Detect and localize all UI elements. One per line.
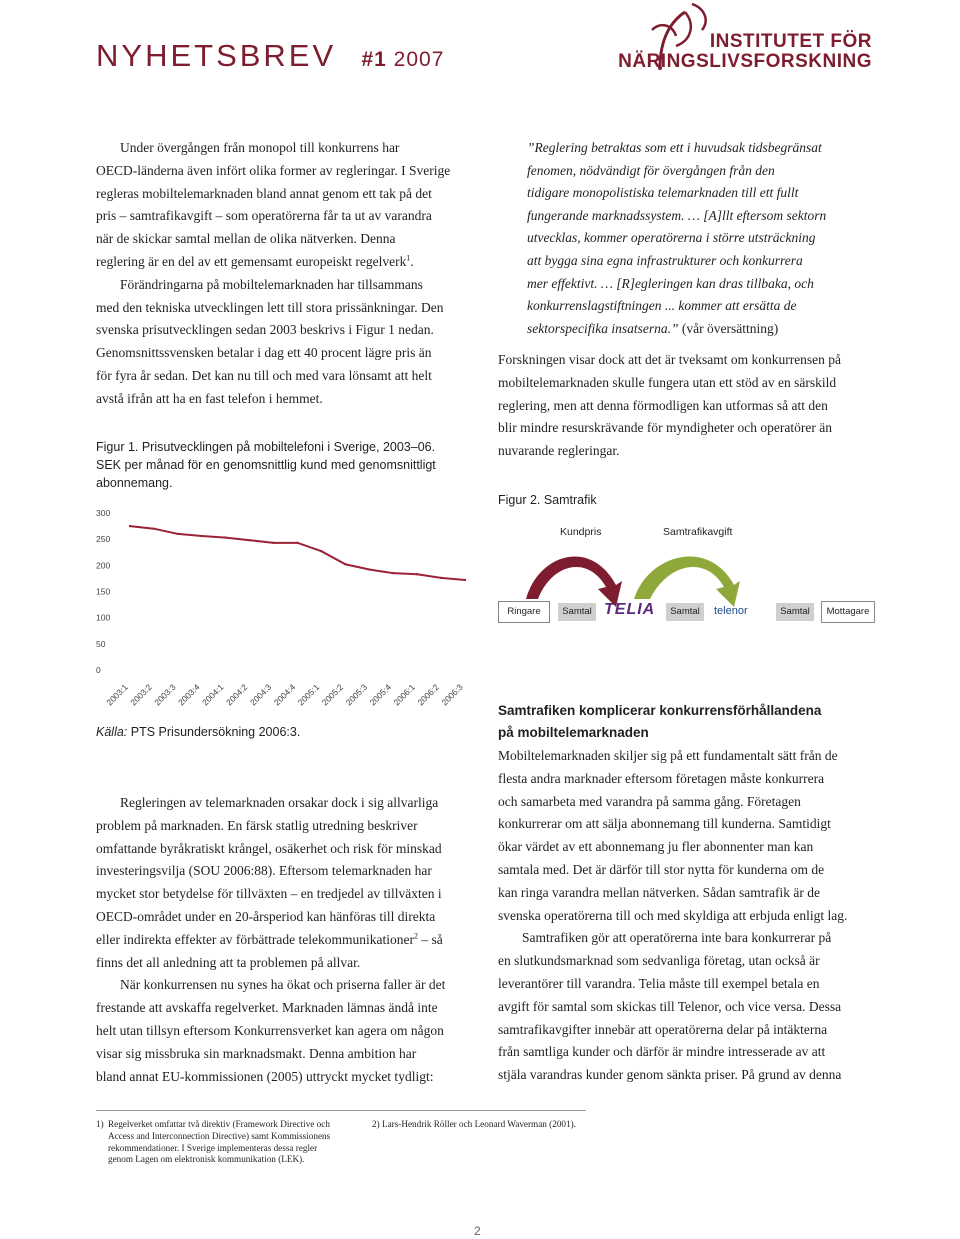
data-point [344,563,346,565]
y-tick-label: 150 [96,586,111,597]
data-point [248,539,250,541]
logo-line-2: NÄRINGSLIVSFORSKNING [618,51,872,72]
figure-1-chart [80,498,490,723]
x-tick-label: 2006:3 [439,681,465,708]
paragraph-3: Regleringen av telemarknaden orsakar dock i sig allvarliga problem på marknaden. En färsk statlig utredning beskriver omfattande byråkratiskt krångel, osäkerhet och risk för minskad investeringsvilja (SOU 2006:88). Eftersom telemarknaden har mycket stor betydelse för tillväxten – en tredjedel av tillväxten i OECD-området under en 20-årsperiod kan hänföras till direkta eller indirekta effekter av förbättrade telekommunikationer$^2$ – så finns det all anledning att ta problemen på allvar. [96,795,443,970]
logo-line-1: INSTITUTET FÖR [709,31,872,52]
paragraph-7: Samtrafiken gör att operatörerna inte bara konkurrerar på en slutkundsmarknad som sedvanliga företag, utan också är leverantörer till varandra. Telia måste till exempel betala en avgift för samtal som skickas till Telenor, och vice versa. Dessa samtrafikavgifter innebär att operatörerna delar på intäkterna från samtliga kunder och därför är mindre intresserade av att stjäla varandras kunder genom sänkta priser. På grund av denna [498,930,842,1083]
data-point [129,525,131,527]
ringare-box: Ringare [498,601,550,623]
data-point [225,536,227,538]
data-point [296,542,298,544]
footnote-2: 2) Lars-Hendrik Röller och Leonard Waverman (2001). [372,1119,576,1129]
samtal-label-3: Samtal [776,603,814,621]
x-tick-label: 2005:4 [367,681,394,708]
data-point [177,533,179,535]
paragraph-6: Mobiltelemarknaden skiljer sig på ett fundamentalt sätt från de flesta andra marknader eftersom företagen måste konkurrera och samarbeta med varandra på samma gång. Företagen konkurrerar om att sälja abonnemang till kunderna. Samtidigt ökar värdet av ett abonnemang ju fler abonnenter man kan samtala med. Det är därför till stor nytta för kunderna om de kan ringa varandra mellan nätverken. Sådan samtrafik är de svenska operatörerna till och med skyldiga att erbjuda enligt lag. [498,748,848,923]
source-label: Källa: [96,725,128,739]
right-paragraph-5 [498,349,883,463]
x-tick-label: 2006:2 [415,681,441,708]
data-point [440,577,442,579]
masthead-title: NYHETSBREV [96,38,337,73]
masthead [96,38,444,74]
paragraph-5: Forskningen visar dock att det är tveksamt om konkurrensen på mobiltelemarknaden skulle fungera utan ett stöd av en särskild reglering, men att denna förmodligen kan utformas så att den blir mindre resurskrävande för myndigheter och operatörer än nuvarande regleringar. [498,352,842,459]
x-tick-label: 2003:4 [176,681,202,708]
page-number: 2 [474,1224,481,1238]
x-tick-label: 2005:1 [295,681,322,708]
x-tick-label: 2004:3 [247,681,274,708]
y-tick-label: 100 [96,612,111,623]
logo-wordmark [618,32,872,72]
source-text: PTS Prisundersökning 2006:3. [127,725,301,739]
x-tick-label: 2005:2 [319,681,346,708]
samtal-label-2: Samtal [666,603,704,621]
paragraph-1: Under övergången från monopol till konkurrens har OECD-länderna även infört olika former av regleringar. I Sverige regleras mobiltelemarknaden bland annat genom ett tak på det pris – samtrafikavgift – som operatörerna får ta ut av varandra när de skickar samtal mellan de olika nätverken. Denna reglering är en del av ett gemensamt europeiskt regelverk$^1$. [96,140,451,269]
section-heading: Samtrafiken komplicerar konkurrensförhållandena på mobiltelemarknaden [498,703,822,740]
x-tick-label: 2003:1 [104,681,130,708]
x-tick-label: 2003:3 [152,681,178,708]
label-samtrafikavgift: Samtrafikavgift [663,526,733,538]
data-point [464,579,466,581]
left-column-top [96,137,481,411]
data-point [392,572,394,574]
data-point [272,542,274,544]
issue-year: 2007 [393,48,445,71]
figure-2-caption: Figur 2. Samtrafik [498,493,597,507]
telenor-logo: telenor [714,605,748,617]
samtrafikavgift-arrow-icon [634,556,740,607]
eu-quote: ”Reglering betraktas som ett i huvudsak tidsbegränsat fenomen, nödvändigt för övergången från den tidigare monopolistiska telemarknaden till ett fullt fungerande marknadssystem. … [A]llt eftersom sektorn utvecklas, kommer operatörerna i större utsträckning att bygga sina egna infrastrukturer och konkurrera mer effektivt. … [R]egleringen kan dras tillbaka, och konkurrenslagstiftningen ... kommer att ersätta de sektorspecifika insatserna.” (vår översättning) [527,140,827,336]
paragraph-2: Förändringarna på mobiltelemarknaden har tillsammans med den tekniska utvecklingen lett till stora prissänkningar. Den svenska prisutvecklingen sedan 2003 beskrivs i Figur 1 nedan. Genomsnittssvensken betalar i dag ett 40 procent lägre pris än för fyra år sedan. Det kan nu till och med vara lönsamt att helt avstå ifrån att ha en fast telefon i hemmet. [96,276,444,406]
footnote-1: 1) Regelverket omfattar två direktiv (Framework Directive och Access and Interconnection Directive) samt Kommissionens rekommendationer. I Sverige implementeras dessa regler genom Lagen om elektronisk kommunikation (LEK). [96,1119,331,1165]
x-tick-label: 2004:4 [271,681,298,708]
y-tick-label: 0 [96,665,101,675]
x-tick-label: 2006:1 [391,681,417,708]
data-point [416,573,418,575]
data-point [368,568,370,570]
kundpris-arrow-icon [526,556,622,607]
price-series-line [130,526,465,580]
footnote-ref-1[interactable]: 1 [406,253,411,263]
x-tick-label: 2003:2 [128,681,154,708]
figure-1-source [96,723,300,741]
y-tick-label: 200 [96,560,111,571]
telia-logo: TELIA [604,601,656,618]
right-column-top [527,137,897,340]
y-tick-label: 300 [96,508,111,518]
issue-label [348,48,445,71]
label-kundpris: Kundpris [560,526,602,538]
figure-1-caption [96,438,496,492]
figure-1-title: Figur 1. Prisutvecklingen på mobiltelefoni i Sverige, 2003–06. [96,440,436,454]
x-tick-label: 2004:1 [200,681,226,708]
footnote-divider [96,1110,586,1111]
data-point [153,528,155,530]
y-tick-label: 50 [96,638,106,649]
footnote-ref-2[interactable]: 2 [413,931,418,941]
figure-2-diagram [498,515,878,635]
paragraph-4: När konkurrensen nu synes ha ökat och priserna faller är det frestande att avskaffa regelverket. Marknaden lämnas ändå inte helt utan tillsyn eftersom Konkurrensverket kan agera om någon visar sig missbruka sin marknadsmakt. Denna ambition har bland annat EU-kommissionen (2005) uttryckt mycket tydligt: [96,977,446,1084]
x-tick-label: 2004:2 [223,681,250,708]
figure-1-subtitle: SEK per månad för en genomsnittlig kund med genomsnittligt abonnemang. [96,458,436,490]
data-point [201,535,203,537]
left-column-bottom [96,792,481,1088]
mottagare-box: Mottagare [821,601,875,623]
x-tick-label: 2005:3 [343,681,370,708]
issue-number: #1 [361,48,387,71]
right-column-bottom [498,745,883,1087]
y-tick-label: 250 [96,534,111,545]
data-point [320,550,322,552]
samtal-label-1: Samtal [558,603,596,621]
